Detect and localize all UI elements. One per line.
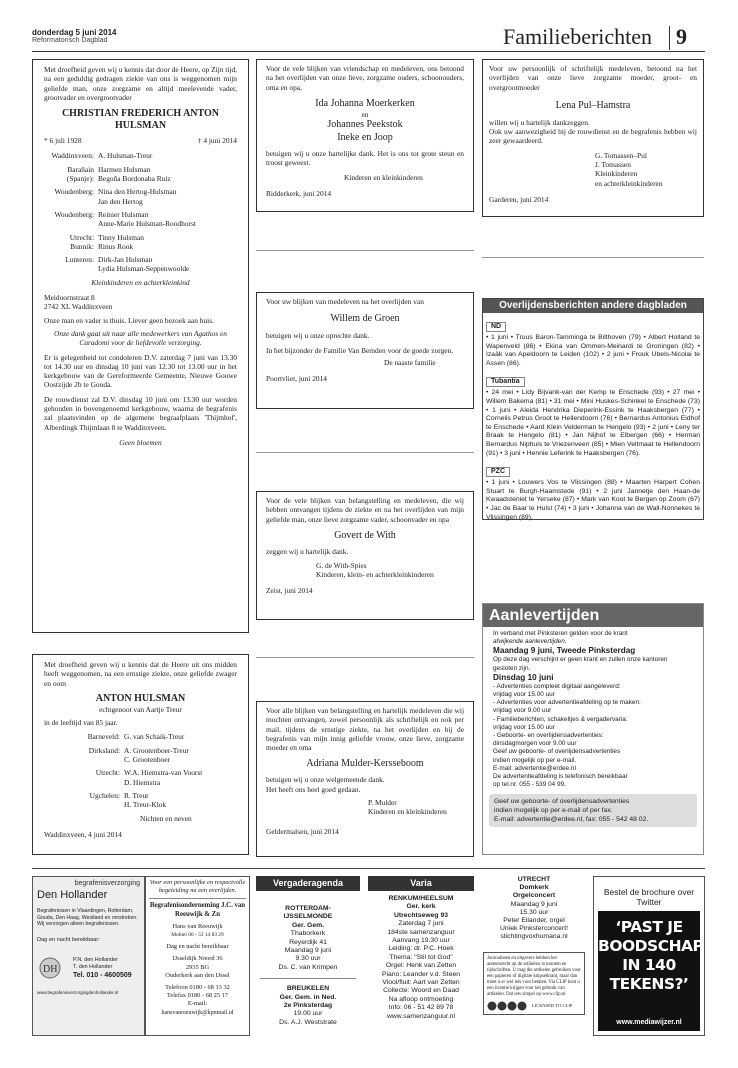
footer-place-date: Poortvliet, juni 2014 — [266, 374, 327, 384]
clip-notice — [483, 952, 585, 1015]
signature-1: P. Mulder — [368, 798, 397, 808]
heading-tuesday: Dinsdag 10 juni — [493, 672, 554, 682]
submission-box — [489, 794, 697, 827]
aanlevertijden-box — [482, 603, 704, 855]
paper-label-nd: ND — [486, 322, 506, 332]
slogan-line: IN 140 — [622, 956, 676, 974]
text-line: Viool/fluit: Aart van Zetten — [382, 979, 460, 987]
sig-line: en achterkleinkinderen — [595, 178, 663, 188]
ad-mediawijzer — [593, 876, 705, 1036]
relative-name: W.A. Hiemstra-van Voorst — [124, 768, 203, 778]
heading-monday: Maandag 9 juni, Tweede Pinksterdag — [493, 646, 636, 656]
relative-name: Harmen Hulsman — [98, 164, 151, 174]
relative-row — [44, 151, 237, 160]
company-name: Den Hollander — [37, 889, 108, 901]
person-1: P.N. den Hollander — [73, 956, 118, 963]
clip-logo-text: LICENSED TO CLIP — [532, 1002, 573, 1008]
signature-2: Kinderen en kleinkinderen — [368, 807, 447, 817]
obituaries-pzc: • 1 juni • Louwers Vos te Vlissingen (88) • Maarten Harpert Cohen Stuart te Burgh-Haamstede (91) • 2 juni Jannetje den Haan-de Kwaadsteniet te Yerseke (87) • Mark van Koot te Bergen op Zoom (67) • Jac de Baar te Hulst (74) • 3 juni • Johanna van de Wall-Nonnekes te Vlissingen (89). — [486, 479, 700, 521]
relative-names — [98, 255, 189, 274]
relative-row — [44, 233, 237, 252]
relative-names — [124, 768, 202, 787]
divider — [256, 657, 474, 658]
text-line: - Geboorte- en overlijdensadvertenties: — [493, 732, 604, 740]
relative-names — [98, 210, 196, 229]
notice-moerkerken — [256, 59, 474, 212]
text-line: Leiding: dr. P.C. Hoek — [388, 945, 454, 953]
relatives-list — [44, 151, 237, 273]
text-line: www.samenzanguur.nl — [386, 1012, 455, 1020]
relative-place: Barañain (Spanje): — [66, 164, 94, 184]
description: Begrafenissen in Vlaardingen, Rotterdam, Gouda, Den Haag, Westland en omstreken. Wij verzorgen alleen begrafenissen. — [37, 908, 138, 928]
footer-place-date: Waddinxveen, 4 juni 2014 — [44, 829, 122, 839]
relative-place: Waddinxveen: — [51, 151, 94, 161]
text-line: Info: 06 - 51 42 89 78 — [388, 1004, 454, 1012]
deceased-name: ANTON HULSMAN — [95, 692, 186, 704]
email[interactable]: hansvanreeuwijk@kpnmail.nl — [161, 1009, 234, 1016]
signature — [595, 151, 697, 188]
intro-text: Met droefheid geven wij u kennis dat de Heere uit ons midden heeft weggenomen, na een ernstige ziekte, onze geliefde zwager en oom — [44, 660, 237, 688]
relative-names — [98, 151, 152, 160]
footer-place-date: Zeist, juni 2014 — [266, 585, 313, 595]
owner: Hans van Reeuwijk — [172, 922, 223, 930]
concert-entry — [481, 876, 587, 942]
text-line: dinsdagmorgen voor 9.00 uur — [493, 740, 577, 748]
intro-text: Voor alle blijken van belangstelling en hartelijk medeleven die wij mochten ontvangen, zowel persoonlijk als schriftelijk en ook per mail, tijdens de ernstige ziekte, na het overlijden en bij de begrafenis van mijn innig geliefde vrouw, onze lieve, zorgzame moeder en oma — [266, 706, 464, 753]
text-line: Maandag 9 juni — [510, 900, 558, 908]
relative-name: Begoña Bordonaba Ruiz — [98, 174, 171, 184]
relative-name: A. Hulsman-Treur — [98, 151, 153, 161]
text-line: ROTTERDAM- — [285, 905, 331, 912]
availability: Dag en nacht bereikbaar — [166, 943, 229, 951]
name-1: Ida Johanna Moerkerken — [315, 97, 415, 109]
varia — [368, 876, 474, 1036]
text-line: Orgel: Henk van Zetten — [385, 962, 457, 970]
text-line: Zaterdag 7 juni — [398, 920, 444, 928]
ad-headline: Bestel de brochure over Twitter — [603, 887, 695, 907]
death-date: † 4 juni 2014 — [197, 136, 237, 146]
name-3: Ineke en Joop — [337, 132, 393, 144]
logo-icon — [37, 957, 63, 979]
relative-row — [44, 768, 237, 787]
text-line: Aanvang 19.30 uur — [392, 937, 450, 945]
text-line: - Familieberichten, schakeltjes & vergadervaria: — [493, 715, 628, 723]
info-line: afwijkende aanlevertijden. — [493, 638, 567, 646]
vergaderagenda — [256, 876, 360, 1036]
relative-row — [44, 746, 237, 765]
text-line: BREUKELEN — [286, 985, 330, 993]
relative-name: Nina den Hertog-Hulsman — [98, 187, 177, 197]
relative-row — [44, 187, 237, 206]
ad-url[interactable]: www.mediawijzer.nl — [616, 1019, 682, 1026]
text-line: vrijdag voor 15.00 uur — [493, 723, 555, 731]
deceased-name: Willem de Groen — [330, 313, 400, 325]
birth-date: * 6 juli 1928 — [44, 136, 82, 146]
footer-place-date: Geldermalsen, juni 2014 — [266, 826, 339, 836]
paper-label-pzc: PZC — [486, 467, 510, 477]
text-line: Domkerk — [519, 884, 549, 892]
varia-title: Varia — [368, 876, 474, 891]
person-2: T. den Hollander — [73, 963, 113, 970]
relative-names — [98, 165, 171, 184]
thanks-text: zeggen wij u hartelijk dank. — [266, 546, 349, 556]
text-line: Thema: "Stil tot God" — [389, 953, 453, 961]
grandchildren: Kleinkinderen en achterkleinkind — [91, 277, 190, 287]
text-line: Peter Eilander, orgel — [503, 917, 565, 925]
text-line: - Advertenties voor advertentieafdeling op te maken: — [493, 699, 641, 707]
relative-name: Dirk-Jan Hulsman — [98, 255, 153, 265]
mobile: Mobiel 06 - 53 14 83 29 — [171, 932, 224, 939]
slogan — [598, 911, 704, 994]
ad-van-reeuwijk — [145, 876, 250, 1036]
relative-name: Reinier Hulsman — [98, 209, 149, 219]
notice-kersseboom — [256, 701, 474, 857]
life-dates — [44, 136, 237, 145]
bottom-rule — [32, 868, 705, 869]
text-line: stichtingvoxhumana.nl — [500, 933, 568, 941]
age-line: in de leeftijd van 85 jaar. — [44, 718, 118, 728]
info-line: In verband met Pinksteren gelden voor de krant — [493, 630, 628, 637]
signature: De naaste familie — [384, 357, 436, 367]
relative-row — [44, 732, 237, 741]
relative-names — [98, 233, 144, 252]
submission-line: E-mail: advertentie@erdee.nl, fax: 055 - 542 48 02. — [494, 816, 649, 824]
text-line: UTRECHT — [517, 876, 551, 883]
notice-de-with — [256, 491, 474, 620]
utrecht-concert — [481, 876, 587, 1036]
extra-text: In het bijzonder de Familie Van Bemden voor de goede zorgen. — [266, 345, 454, 355]
text-line: Thaborkerk — [290, 930, 326, 938]
clip-logo-icon — [487, 1001, 529, 1011]
availability: Dag en nacht bereikbaar: — [37, 936, 100, 943]
relative-names — [124, 791, 166, 810]
header-paper: Reformatorisch Dagblad — [32, 37, 108, 44]
page-number: 9 — [676, 24, 687, 49]
relative-names — [98, 187, 176, 206]
text-line: Ger. Gem. in Ned. — [279, 993, 337, 1001]
sig-line: G. Tomassen–Pul — [595, 150, 647, 160]
relative-place: Woudenberg: — [54, 209, 94, 219]
footer-place-date: Garderen, juni 2014 — [489, 194, 549, 204]
text-line: Piano: Leander v.d. Steen — [381, 970, 461, 978]
slogan-line: TEKENS?’ — [609, 975, 689, 993]
name-2: Johannes Peekstok — [327, 119, 403, 131]
relative-row — [44, 165, 237, 184]
signature-2: Kinderen, klein- en achterkleinkinderen — [316, 570, 434, 580]
intro-text: Voor de vele blijken van vriendschap en medeleven, ons betoond na het overlijden van onze lieve, zorgzame ouders, schoonouders, oma en opa, — [266, 64, 464, 92]
text-line: Ds. C. van Krimpen — [278, 963, 338, 971]
email-label: E-mail: — [187, 1000, 208, 1008]
relative-place: Woudenberg: — [54, 187, 94, 197]
paper-label-tubantia: Tubantia — [486, 377, 525, 387]
slogan-line: BOODSCHAP — [598, 937, 704, 955]
relative-place: Ugchelen: — [89, 790, 120, 800]
text-line: Ds. A.J. Weststrate — [279, 1018, 337, 1026]
ad-den-hollander — [32, 876, 145, 1036]
relative-name: D. Hiemstra — [124, 777, 161, 787]
signature-1: G. de With-Spies — [316, 561, 367, 571]
text-line: 184ste samenzanguur — [387, 928, 455, 936]
notice-de-groen — [256, 292, 474, 409]
fax: Telefax 0180 - 68 25 17 — [166, 992, 229, 1000]
obituaries-tubantia: • 24 mei • Lidy Bijvank-van der Kemp te Enschede (93) • 27 mei • Willem Bakema (81) • 31 mei • Mini Huskes-Schinkel te Enschede (73) • 1 juni • Aleida Hendrika Dieperink-Essink te Haaksbergen (77) • Cornelis Petrus Groot te Hellendoorn (76) • Bernardus Antonius Eidhof te Enschede • Aard Klein Velderman te Hengelo (93) • 2 juni • Leny ter Braak te Hengelo (81) • Jan Nijhof te Elbergen (66) • Herman Bernardus Niphuis te Vriezenveen (85) • Mien Veltmaat te Hellendoorn (91) • 3 juni • Hennie Leferink te Haaksbergen (76). — [486, 389, 700, 457]
phone: Tel. 010 - 4600509 — [73, 971, 132, 979]
text-line: Reyerdijk 41 — [289, 938, 327, 946]
telephone: Telefoon 0180 - 68 13 32 — [165, 984, 230, 992]
text-line: RENKUM/HEELSUM — [388, 895, 454, 902]
address-3: Ouderkerk aan den IJssel — [165, 971, 230, 979]
spouse-line: echtgenoot van Aartje Treur — [99, 704, 182, 714]
intro: Voor een persoonlijke en respectvolle begeleiding na een overlijden. — [149, 879, 246, 895]
relative-name: H. Treur-Klok — [124, 800, 167, 810]
relative-name: C. Grootenboer — [124, 755, 170, 765]
section-title: Familieberichten — [503, 24, 653, 49]
text-line: vrijdag voor 15.00 uur — [493, 691, 555, 699]
relative-names — [124, 732, 184, 741]
thanks-note: Onze dank gaat uit naar alle medewerkers van Agathos en Curadomi voor de liefdevolle verzorging. — [54, 328, 227, 348]
svg-text:DH: DH — [43, 963, 58, 975]
info-line: Op deze dag verschijnt er geen krant en zullen onze kantoren gesloten zijn. — [493, 656, 668, 672]
service-info: De rouwdienst zal D.V. dinsdag 10 juni om 13.30 uur worden gehouden in bovengenoemd kerkgebouw, waarna de begrafenis zal plaatsvinden op de algemene begraafplaats 'Thijmhof', Alberdingk Thijmlaan 8 te Waddinxveen. — [44, 394, 237, 432]
agenda-entry-2 — [256, 985, 360, 1027]
relative-name: R. Treur — [124, 790, 149, 800]
divider — [482, 257, 704, 258]
relative-name: A. Grootenboer-Treur — [124, 745, 189, 755]
relatives-list — [44, 732, 237, 809]
header-date: donderdag 5 juni 2014 — [32, 28, 117, 37]
deceased-name: Lena Pul–Hamstra — [555, 99, 631, 111]
text-line: Ger. Gem. — [291, 921, 325, 929]
divider — [256, 250, 474, 251]
notice-christian-hulsman — [32, 59, 249, 633]
no-flowers: Geen bloemen — [119, 437, 162, 447]
relative-row — [44, 255, 237, 274]
nieces-nephews: Nichten en neven — [140, 813, 192, 823]
signature: Kinderen en kleinkinderen — [344, 172, 423, 182]
relative-place: Dirksland: — [88, 745, 120, 755]
agenda-title: Vergaderagenda — [256, 876, 360, 891]
other-papers-box — [482, 298, 704, 520]
text-line: Na afloop ontmoeting — [388, 995, 454, 1003]
text-line: 2e Pinksterdag — [283, 1002, 333, 1010]
obituaries-nd: • 1 juni • Truus Baron-Tamminga te Bilthoven (79) • Albert Holland te Wapenveld (86) • Ekina van Ommen-Meinardi te Groningen (82) • Izaäk van Apeldoorn te Leiden (102) • 2 juni • Frouk Ubels-Nicolai te Assen (86). — [486, 334, 700, 367]
other-papers-title: Overlijdensberichten andere dagbladen — [483, 299, 703, 313]
info-line: Geef uw geboorte- of overlijdensadvertenties — [493, 748, 621, 756]
home-note: Onze man en vader is thuis. Liever geen bezoek aan huis. — [44, 315, 214, 325]
relative-row — [44, 791, 237, 810]
intro-text: Met droefheid geven wij u kennis dat door de Heere, op Zijn tijd, na een geduldig gedragen ziekte van ons is weggenomen mijn geliefde man, onze zorgzame en altijd meelevende vader, grootvader en overgrootvader — [44, 65, 237, 102]
relative-place: Lunteren: — [65, 255, 94, 265]
text-line: Utrechtseweg 93 — [393, 911, 449, 919]
relative-name: Anne-Marie Hulsman-Roodhorst — [98, 219, 196, 229]
notice-anton-hulsman — [32, 654, 249, 855]
deadline-list — [493, 683, 693, 749]
relative-place: Utrecht: Bunnik: — [69, 232, 94, 251]
aanlevertijden-title: Aanlevertijden — [483, 604, 703, 627]
deceased-name: Adriana Mulder-Kersseboom — [306, 758, 424, 770]
website[interactable]: www.begrafenisverzorgingdenhollander.nl — [37, 989, 119, 995]
tagline: begrafenisverzorging — [74, 880, 140, 887]
deceased-name: Govert de With — [334, 529, 396, 541]
relative-place: Barneveld: — [87, 732, 120, 742]
info-line: indien mogelijk op per e-mail. — [493, 756, 577, 764]
thanks-text: willen wij u hartelijk dankzeggen. Ook uw aanwezigheid bij de rouwdienst en de begrafenis hebben wij zeer gewaardeerd. — [489, 117, 697, 146]
clip-text: Journalisten en uitgevers hebben het auteursrecht op de artikelen in kranten en tijdschriften. U mag die artikelen gebruiken voor een papieren of digitale knipselkrant, maar dan moet u er wel iets voor betalen. Via CLIP kunt u een licentie krijgen voor het gebruik van artikelen. Dat iets simpel op www.clip.nl — [487, 955, 581, 997]
text-line: vrijdag voor 9.00 uur — [493, 707, 552, 715]
address: Meidoornstraat 8 2742 XL Waddinxveen — [44, 293, 113, 312]
sig-line: J. Tomassen — [595, 160, 631, 170]
text-line: Orgelconcert — [512, 892, 556, 900]
notice-pul-hamstra — [482, 59, 704, 217]
thanks-text: betuigen wij u onze oprechte dank. — [266, 331, 370, 341]
text-line: IJSSELMONDE — [283, 913, 333, 921]
ad-dark-panel — [598, 911, 704, 1031]
contact-row — [37, 957, 140, 980]
condolence-info: Er is gelegenheid tot condoleren D.V. zaterdag 7 juni van 13.30 tot 14.30 uur en dinsdag 10 juni van 12.30 tot 13.00 uur in het kerkgebouw van de Gereformeerde Gemeente, Nieuwe Gouwe Oostzijde 2b te Gouda. — [44, 352, 237, 390]
text-line: Ger. kerk — [406, 903, 436, 911]
thanks-text: betuigen wij u onze hartelijke dank. Het is ons tot grote steun en troost geweest. — [266, 149, 464, 168]
and-word: en — [361, 109, 369, 119]
text-line: 19.00 uur — [293, 1010, 323, 1018]
sig-line: Kleinkinderen — [595, 169, 638, 179]
intro-text: Voor uw blijken van medeleven na het overlijden van — [266, 297, 424, 306]
relative-name: Jan den Hertog — [98, 196, 143, 206]
relative-name: Tinny Hulsman — [98, 232, 144, 242]
relative-place: Utrecht: — [95, 768, 120, 778]
relative-row — [44, 210, 237, 229]
thanks-text: betuigen wij u onze welgemeende dank. Het heeft ons heel goed gedaan. — [266, 775, 385, 794]
company-name: Begrafenisonderneming J.C. van Reeuwijk & Zn — [149, 902, 246, 918]
intro-text: Voor uw persoonlijk of schriftelijk medeleven, betoond na het overlijden van onze lieve zorgzame moeder, groot- en overgrootmoeder — [489, 64, 697, 92]
relative-name: Lydia Hulsman-Seppenwoolde — [98, 264, 190, 274]
header-divider — [669, 26, 670, 50]
address-1: IJsseldijk Noord 36 — [172, 955, 223, 963]
relative-name: G. van Schaik-Treur — [124, 732, 185, 742]
phone-line: op tel.nr. 055 - 539 04 99. — [493, 781, 566, 789]
divider — [256, 452, 474, 453]
text-line: 15.30 uur — [519, 908, 549, 916]
relative-name: Rinus Rook — [98, 241, 134, 251]
text-line: - Advertenties compleet digitaal aangeleverd: — [493, 682, 621, 690]
slogan-line: ‘PAST JE — [615, 918, 683, 936]
footer-place-date: Ridderkerk, juni 2014 — [266, 189, 332, 199]
intro-text: Voor de vele blijken van belangstelling en medeleven, die wij hebben ontvangen tijdens de ziekte en na het overlijden van mijn geliefde man, onze lieve zorgzame vader, schoonvader en opa — [266, 496, 464, 524]
relative-names — [124, 746, 189, 765]
text-line: Collecte: Woord en Daad — [383, 987, 459, 995]
varia-entry — [368, 895, 474, 1021]
text-line: 9.30 uur — [295, 955, 321, 963]
email-line: E-mail: advertentie@erdee.nl — [493, 764, 576, 772]
submission-line: Geef uw geboorte- of overlijdensadvertenties — [494, 798, 630, 806]
agenda-entry-1 — [256, 905, 360, 972]
submission-line: indien mogelijk op per e-mail of per fax. — [494, 807, 613, 815]
deceased-name: CHRISTIAN FREDERICH ANTON HULSMAN — [61, 108, 220, 132]
info-line: De advertentieafdeling is telefonisch bereikbaar — [493, 773, 628, 781]
header-rule — [32, 51, 705, 52]
address-2: 2935 BG — [185, 963, 210, 971]
text-line: Maandag 9 juni — [284, 947, 332, 955]
text-line: Uniek Pinksterconcert! — [500, 925, 568, 933]
